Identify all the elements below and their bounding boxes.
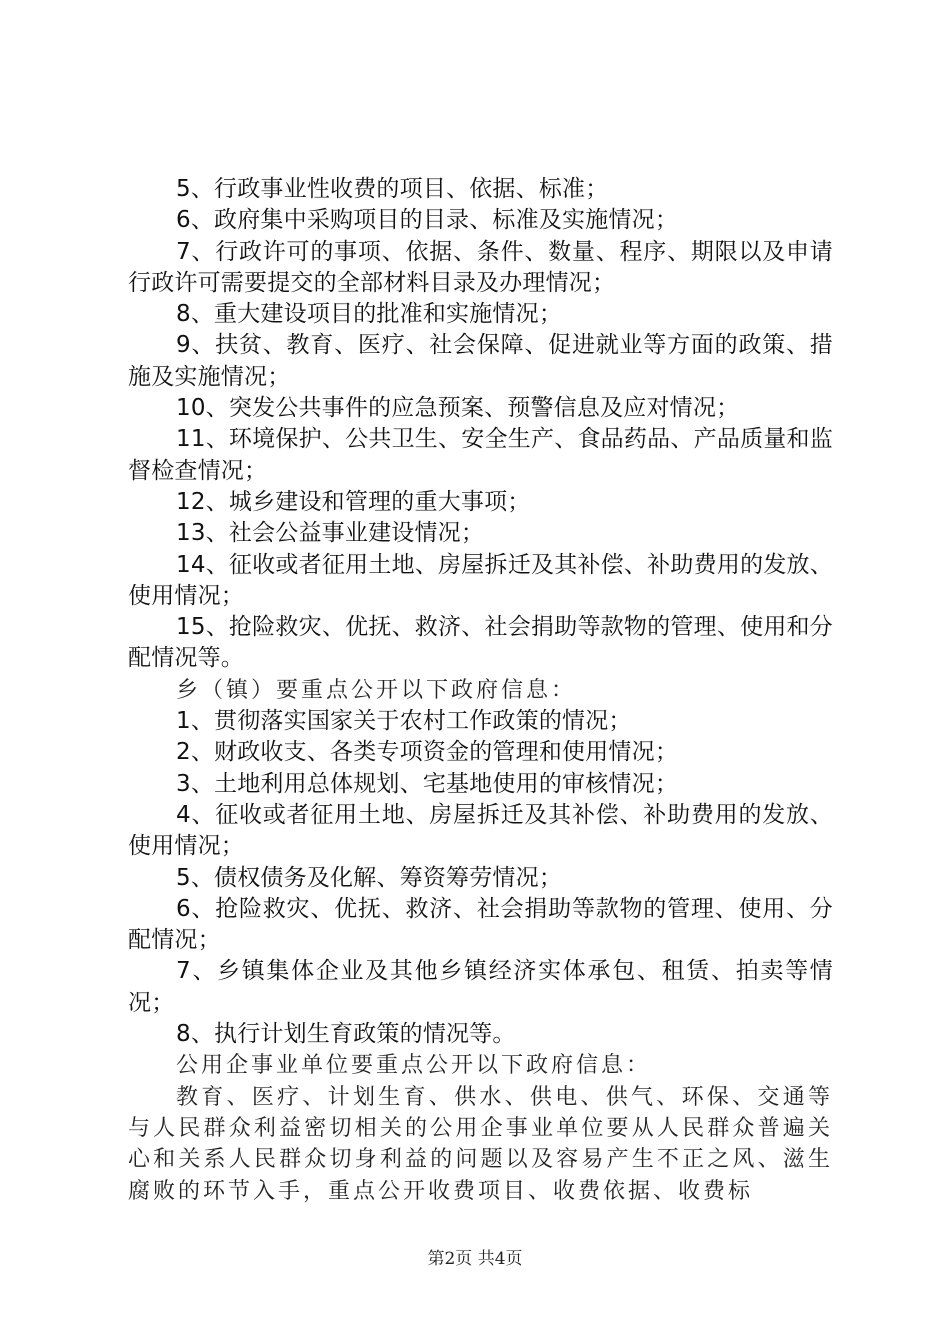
section-heading: 乡（镇）要重点公开以下政府信息：: [176, 677, 577, 703]
list-item: 15、抢险救灾、优抚、救济、社会捐助等款物的管理、使用和分配情况等。: [128, 614, 833, 672]
list-item: 14、征收或者征用土地、房屋拆迁及其补偿、补助费用的发放、使用情况；: [128, 551, 833, 609]
section-heading: 公用企事业单位要重点公开以下政府信息：: [176, 1053, 652, 1079]
list-item: 10、突发公共事件的应急预案、预警信息及应对情况；: [176, 395, 740, 422]
list-item: 7、乡镇集体企业及其他乡镇经济实体承包、租赁、拍卖等情况；: [128, 958, 833, 1016]
list-item: 1、贯彻落实国家关于农村工作政策的情况；: [176, 708, 632, 735]
page-number-footer: 第2页 共4页: [427, 1249, 523, 1269]
list-item: 7、行政许可的事项、依据、条件、数量、程序、期限以及申请行政许可需要提交的全部材料目录及办理情况；: [128, 238, 833, 296]
list-item: 8、执行计划生育政策的情况等。: [176, 1021, 516, 1048]
list-item: 9、扶贫、教育、医疗、社会保障、促进就业等方面的政策、措施及实施情况；: [128, 332, 833, 390]
list-item: 12、城乡建设和管理的重大事项；: [176, 488, 531, 515]
list-item: 8、重大建设项目的批准和实施情况；: [176, 301, 563, 328]
list-item: 4、征收或者征用土地、房屋拆迁及其补偿、补助费用的发放、使用情况；: [128, 801, 833, 860]
list-item: 3、土地利用总体规划、宅基地使用的审核情况；: [176, 770, 679, 797]
list-item: 11、环境保护、公共卫生、安全生产、食品药品、产品质量和监督检查情况；: [128, 426, 833, 484]
body-paragraph: 教育、医疗、计划生育、供水、供电、供气、环保、交通等与人民群众利益密切相关的公用企事业单位要从人民群众普遍关心和关系人民群众切身利益的问题以及容易产生不正之风、滋生腐败的环节入手，重点公开收费项目、收费依据、收费标: [128, 1084, 833, 1204]
list-item: 13、社会公益事业建设情况；: [176, 520, 485, 547]
list-item: 2、财政收支、各类专项资金的管理和使用情况；: [176, 739, 679, 766]
list-item: 6、抢险救灾、优抚、救济、社会捐助等款物的管理、使用、分配情况；: [128, 895, 833, 954]
document-body: [128, 174, 833, 1207]
list-item: 6、政府集中采购项目的目录、标准及实施情况；: [176, 207, 679, 234]
list-item: 5、债权债务及化解、筹资筹劳情况；: [176, 864, 563, 891]
list-item: 5、行政事业性收费的项目、依据、标准；: [176, 176, 609, 202]
